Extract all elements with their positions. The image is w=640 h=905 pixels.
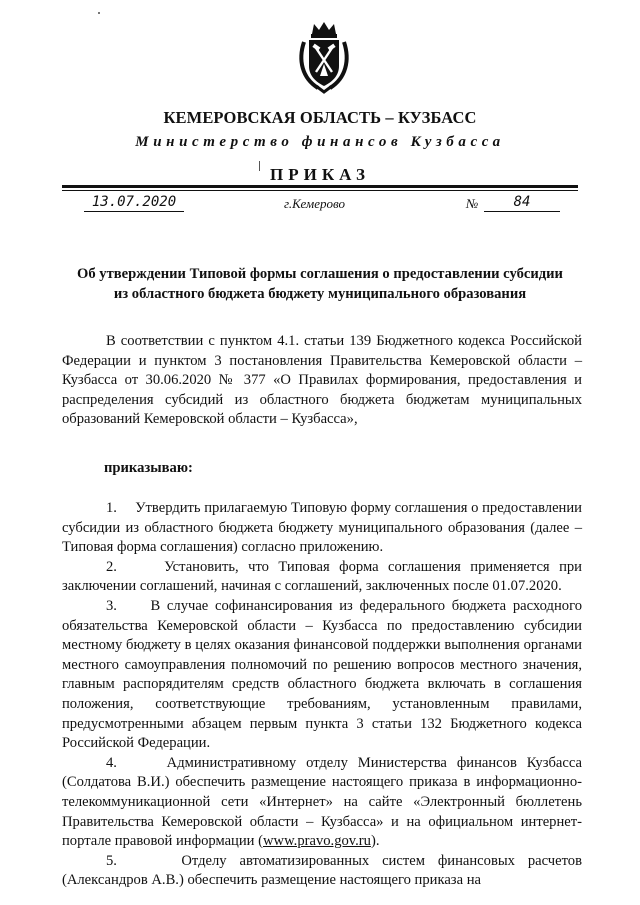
document-heading-line-2: из областного бюджета бюджету муниципального образования xyxy=(113,286,527,302)
order-item-3: 3. В случае софинансирования из федерального бюджета расходного обязательства Кемеровской области – Кузбасса по предоставлению субсидии местному бюджету в целях оказания финансовой поддержки выполнения органами местного самоуправления полномочий по решению вопросов местного значения, главным распорядителям средств областного бюджета включать в соглашения положения, соответствующие требованиям, установленным правилами, предусмотренными абзацем первым пункта 3 статьи 132 Бюджетного кодекса Российской Федерации. xyxy=(62,597,582,752)
scan-speck xyxy=(98,12,100,14)
order-item-4-text: 4. Административному отделу Министерства финансов Кузбасса (Солдатова В.И.) обеспечить размещение настоящего приказа в информационно-телекоммуникационной сети «Интернет» на сайте «Электронный бюллетень Правительства Кемеровской области – Кузбасса» и на официальном интернет-портале правовой информации ( xyxy=(62,754,582,850)
order-number: 84 xyxy=(484,193,560,212)
order-title: ПРИКАЗ xyxy=(270,165,370,184)
intro-paragraph: В соответствии с пунктом 4.1. статьи 139 Бюджетного кодекса Российской Федерации и пунктом 3 постановления Правительства Кемеровской области – Кузбасса от 30.06.2020 № 377 «О Правилах формирования, предоставления и распределения субсидий из областного бюджета бюджетам муниципальных образований Кемеровской области – Кузбасса», xyxy=(62,333,582,428)
order-item-2: 2. Установить, что Типовая форма соглашения применяется при заключении соглашений, начиная с соглашений, заключенных после 01.07.2020. xyxy=(62,558,582,595)
document-heading-line-1: Об утверждении Типовой формы соглашения о предоставлении субсидии xyxy=(77,266,563,282)
order-items xyxy=(62,499,582,891)
header-rule-thin xyxy=(62,190,578,191)
order-item-4-end: ). xyxy=(370,833,380,850)
decree-word: приказываю: xyxy=(104,460,193,476)
pravo-gov-link[interactable]: www.pravo.gov.ru xyxy=(263,833,371,850)
order-number-label: № xyxy=(466,196,479,211)
region-name: КЕМЕРОВСКАЯ ОБЛАСТЬ – КУЗБАСС xyxy=(163,108,477,127)
order-item-1: 1. Утвердить прилагаемую Типовую форму соглашения о предоставлении субсидии из областного бюджета бюджету муниципального образования (далее – Типовая форма соглашения) согласно приложению. xyxy=(62,500,582,556)
order-city: г.Кемерово xyxy=(284,196,345,211)
document-heading xyxy=(62,264,578,304)
order-item-4 xyxy=(62,754,582,852)
order-item-5: 5. Отделу автоматизированных систем финансовых расчетов (Александров А.В.) обеспечить размещение настоящего приказа на xyxy=(62,852,582,889)
order-date: 13.07.2020 xyxy=(84,193,184,212)
ministry-name: Министерство финансов Кузбасса xyxy=(135,134,505,150)
coat-of-arms-icon xyxy=(296,20,352,94)
header-rule-thick xyxy=(62,185,578,188)
